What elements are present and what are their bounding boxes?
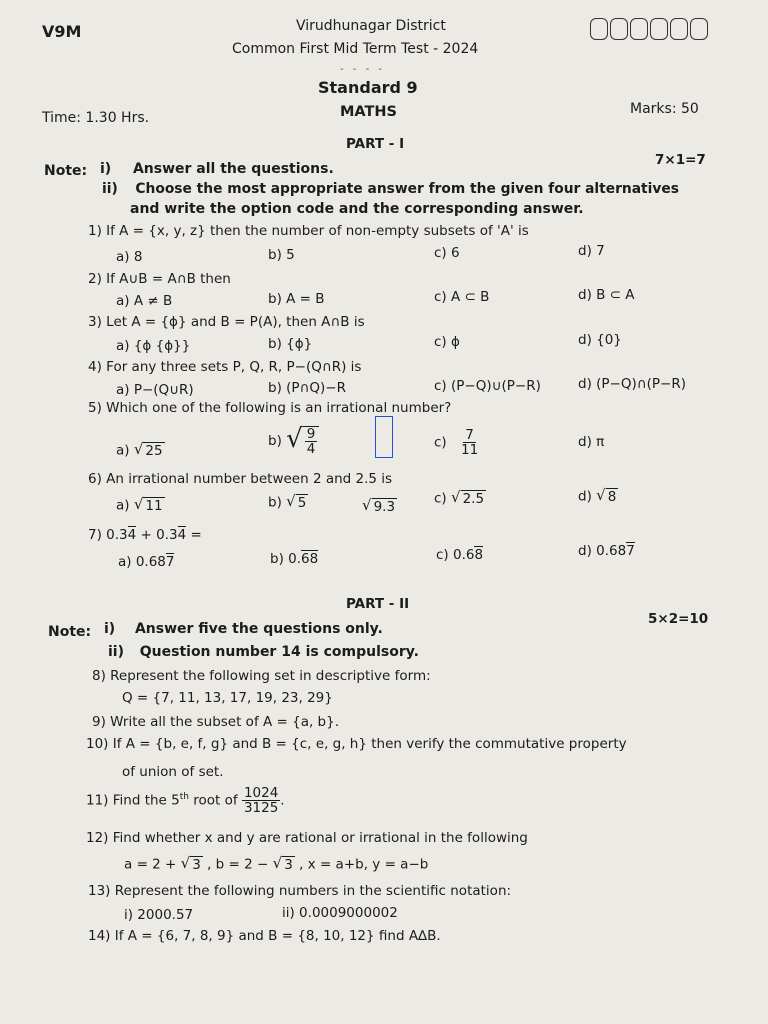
- option-c: c) A ⊂ B: [434, 289, 490, 305]
- question-text: root of: [188, 792, 242, 809]
- question-5: [88, 400, 451, 416]
- exam-title: Common First Mid Term Test - 2024: [232, 41, 479, 57]
- question-text: If A = {x, y, z} then the number of non-empty subsets of 'A' is: [106, 223, 529, 239]
- register-box: [650, 18, 668, 40]
- option-b: b) {ϕ}: [268, 336, 313, 352]
- radicand: 5: [297, 495, 307, 511]
- square-root: √ 8: [596, 486, 617, 505]
- option-label: b): [268, 433, 282, 450]
- question-text: Represent the following numbers in the scientific notation:: [114, 883, 512, 899]
- note-number: i): [100, 161, 112, 177]
- recurring-digits: 4: [177, 527, 187, 543]
- note-item: [100, 161, 334, 177]
- option-c: c) (P−Q)∪(P−R): [434, 378, 541, 394]
- option-b: [268, 494, 308, 511]
- option-label: a): [116, 497, 130, 514]
- subject-label: MATHS: [340, 104, 397, 120]
- question-12-expressions: [124, 856, 428, 873]
- option-a: a) A ≠ B: [116, 293, 173, 309]
- numerator: 7: [465, 427, 474, 443]
- option-a: a) {ϕ {ϕ}}: [116, 338, 191, 354]
- question-6: [88, 471, 392, 487]
- question-12: [86, 830, 528, 846]
- square-root: √ 25: [133, 440, 163, 459]
- question-13-part-ii: ii) 0.0009000002: [282, 905, 398, 921]
- option-label: c): [434, 490, 447, 507]
- radicand: [303, 426, 320, 456]
- register-box: [690, 18, 708, 40]
- note-item: [108, 644, 419, 660]
- radicand: 2.5: [462, 491, 485, 507]
- note-item: [130, 201, 584, 217]
- register-box: [630, 18, 648, 40]
- square-root: √ 3: [272, 854, 293, 873]
- radicand: 9.3: [373, 499, 396, 515]
- option-a: [118, 554, 174, 570]
- fraction: [305, 427, 318, 456]
- question-10-continued: of union of set.: [122, 764, 224, 780]
- question-8: [92, 668, 431, 684]
- option-a: a) P−(Q∪R): [116, 382, 194, 398]
- question-number: 1): [88, 223, 102, 239]
- decimal-base: + 0.3: [136, 527, 178, 543]
- option-b: b) A = B: [268, 291, 325, 307]
- numerator: 1024: [243, 785, 279, 801]
- question-number: 7): [88, 527, 102, 543]
- recurring-digits: 7: [626, 543, 635, 559]
- fraction: [242, 786, 280, 815]
- question-number: 11): [86, 792, 109, 809]
- option-d: d) (P−Q)∩(P−R): [578, 376, 686, 392]
- square-root: √ 9.3: [362, 496, 396, 515]
- question-number: 3): [88, 314, 102, 330]
- note-label: Note:: [48, 624, 92, 640]
- option-label: c) 0.6: [436, 547, 475, 563]
- square-root: √ 11: [133, 495, 163, 514]
- expression-text: , b = 2 −: [202, 856, 273, 873]
- question-number: 8): [92, 668, 106, 684]
- equals-sign: =: [186, 527, 202, 543]
- recurring-digits: 68: [301, 551, 319, 567]
- time-label: Time: 1.30 Hrs.: [42, 110, 150, 126]
- question-text: Write all the subset of A = {a, b}.: [110, 714, 340, 730]
- option-c: [434, 428, 480, 457]
- highlight-box: [375, 416, 393, 458]
- register-box: [670, 18, 688, 40]
- note-number: ii): [108, 644, 124, 660]
- question-number: 14): [88, 928, 111, 944]
- recurring-digits: 4: [127, 527, 137, 543]
- question-4: [88, 359, 361, 375]
- square-root: √ 3: [180, 854, 201, 873]
- part-one-heading: PART - I: [346, 136, 405, 152]
- question-number: 5): [88, 400, 102, 416]
- fraction: [459, 428, 480, 457]
- paper-code: V9M: [42, 22, 82, 41]
- option-a: [116, 497, 165, 514]
- option-label: b) 0.: [270, 551, 302, 567]
- question-13-part-i: i) 2000.57: [124, 907, 194, 923]
- option-d: [578, 543, 635, 559]
- radicand: 25: [145, 443, 163, 459]
- question-11: [86, 786, 285, 815]
- note-text: Question number 14 is compulsory.: [139, 644, 419, 660]
- question-14: [88, 928, 441, 944]
- expression-text: a = 2 +: [124, 856, 181, 873]
- question-text: If A = {b, e, f, g} and B = {c, e, g, h} then verify the commutative property: [112, 736, 627, 752]
- note-text: Answer five the questions only.: [134, 621, 383, 637]
- standard-label: Standard 9: [318, 78, 418, 97]
- question-number: 4): [88, 359, 102, 375]
- part-two-heading: PART - II: [346, 596, 410, 612]
- option-b: b) 5: [268, 247, 295, 263]
- note-item: [102, 181, 679, 197]
- question-2: [88, 271, 231, 287]
- register-box: [590, 18, 608, 40]
- option-label: d) 0.68: [578, 543, 627, 559]
- question-text: An irrational number between 2 and 2.5 is: [106, 471, 393, 487]
- option-d: d) 7: [578, 243, 605, 259]
- denominator: 11: [461, 442, 479, 459]
- option-a: a) 8: [116, 249, 143, 265]
- question-text: Find the 5: [112, 792, 180, 809]
- option-d: d) π: [578, 434, 605, 450]
- title-dashes: - - - -: [340, 64, 385, 75]
- option-label: c): [434, 434, 447, 451]
- question-3: [88, 314, 365, 330]
- note-item: [104, 621, 383, 637]
- question-1: [88, 223, 529, 239]
- option-c: [434, 490, 486, 507]
- denominator: 3125: [243, 800, 279, 817]
- square-root: √ 2.5: [451, 488, 485, 507]
- question-text: For any three sets P, Q, R, P−(Q∩R) is: [106, 359, 362, 375]
- question-number: 12): [86, 830, 109, 846]
- option-label: a): [116, 442, 130, 459]
- expression-text: , x = a+b, y = a−b: [294, 856, 429, 873]
- note-number: i): [104, 621, 116, 637]
- marks-label: Marks: 50: [630, 101, 699, 117]
- option-c: c) ϕ: [434, 334, 460, 350]
- question-text: .: [280, 792, 285, 809]
- question-10: [86, 736, 627, 752]
- question-number: 13): [88, 883, 111, 899]
- note-label: Note:: [44, 163, 88, 179]
- option-d: d) {0}: [578, 332, 622, 348]
- ordinal-suffix: th: [179, 792, 189, 803]
- radicand: 8: [607, 489, 617, 505]
- option-b: b) (P∩Q)−R: [268, 380, 347, 396]
- option-c: c) 6: [434, 245, 460, 261]
- part-one-marks: 7×1=7: [655, 152, 706, 168]
- denominator: 4: [306, 441, 316, 458]
- question-text: Find whether x and y are rational or irrational in the following: [112, 830, 528, 846]
- option-label: b): [268, 494, 282, 511]
- note-text: Answer all the questions.: [132, 161, 334, 177]
- district-name: Virudhunagar District: [296, 18, 446, 34]
- option-label: d): [578, 488, 592, 505]
- note-text: Choose the most appropriate answer from the given four alternatives: [135, 181, 679, 197]
- question-text: Which one of the following is an irrational number?: [106, 400, 452, 416]
- question-7: [88, 527, 202, 543]
- radicand: 11: [145, 498, 163, 514]
- register-box: [610, 18, 628, 40]
- decimal-base: 0.3: [106, 527, 128, 543]
- handwritten-root: [362, 498, 397, 515]
- question-text: If A = {6, 7, 8, 9} and B = {8, 10, 12} find A∆B.: [114, 928, 441, 944]
- question-number: 10): [86, 736, 109, 752]
- recurring-digits: 7: [165, 554, 175, 570]
- recurring-digits: 8: [474, 547, 484, 563]
- option-b: [270, 551, 318, 567]
- question-number: 2): [88, 271, 102, 287]
- question-text: Let A = {ϕ} and B = P(A), then A∩B is: [106, 314, 365, 330]
- note-text: and write the option code and the corresponding answer.: [130, 201, 584, 217]
- question-number: 9): [92, 714, 106, 730]
- option-a: [116, 442, 165, 459]
- option-c: [436, 547, 483, 563]
- note-number: ii): [102, 181, 118, 197]
- question-13: [88, 883, 511, 899]
- question-text: Represent the following set in descriptive form:: [110, 668, 431, 684]
- question-8-set: Q = {7, 11, 13, 17, 19, 23, 29}: [122, 690, 333, 706]
- option-label: a) 0.68: [118, 554, 166, 570]
- question-9: [92, 714, 339, 730]
- radicand: 3: [192, 857, 201, 873]
- radicand: 3: [284, 857, 293, 873]
- square-root: √ 5: [286, 492, 307, 511]
- option-b: [268, 426, 319, 456]
- option-d: [578, 488, 618, 505]
- option-d: d) B ⊂ A: [578, 287, 635, 303]
- question-text: If A∪B = A∩B then: [106, 271, 231, 287]
- question-number: 6): [88, 471, 102, 487]
- square-root: √ $\frac{9}{4}$: [286, 426, 319, 456]
- numerator: 9: [306, 426, 316, 442]
- part-two-marks: 5×2=10: [648, 611, 709, 627]
- register-number-boxes: [590, 18, 708, 40]
